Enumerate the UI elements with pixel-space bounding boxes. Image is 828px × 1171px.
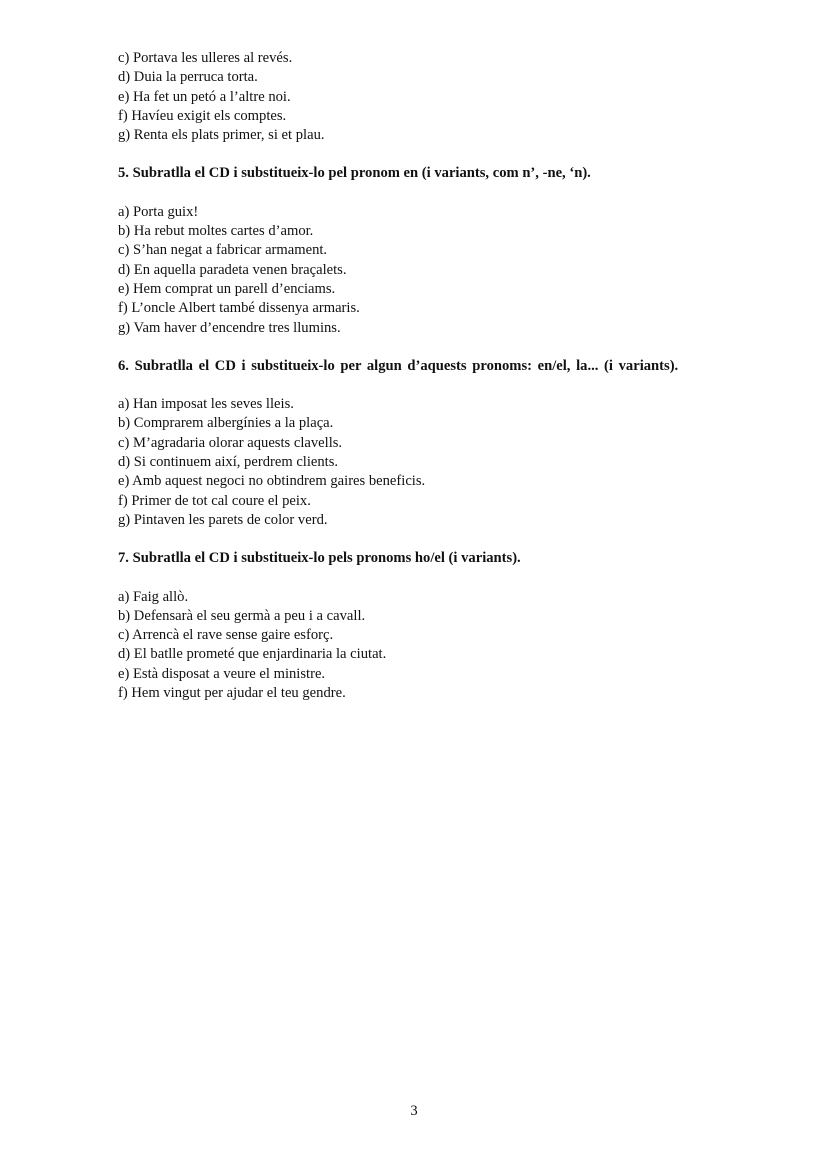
exercise6-section — [118, 357, 718, 530]
exercise5-section — [118, 164, 718, 337]
list-item: a) Faig allò. — [118, 588, 189, 605]
list-item: c) Arrencà el rave sense gaire esforç. — [118, 627, 334, 644]
exercise7-heading: 7. Subratlla el CD i substitueix-lo pels pronoms ho/el (i variants). — [118, 550, 521, 567]
list-item: g) Renta els plats primer, si et plau. — [118, 127, 325, 144]
list-item: d) El batlle prometé que enjardinaria la ciutat. — [118, 646, 387, 663]
list-item: b) Defensarà el seu germà a peu i a cavall. — [118, 607, 366, 624]
list-item: c) Portava les ulleres al revés. — [118, 50, 293, 66]
exercise6-heading: 6. Subratlla el CD i substitueix-lo per algun d’aquests pronoms: en/el, la... (i variants). — [118, 357, 679, 374]
list-item: c) M’agradaria olorar aquests clavells. — [118, 434, 343, 451]
list-item: e) Amb aquest negoci no obtindrem gaires beneficis. — [118, 473, 426, 490]
list-item: f) Hem vingut per ajudar el teu gendre. — [118, 685, 346, 702]
exercise7-section — [118, 549, 718, 703]
list-item: f) Primer de tot cal coure el peix. — [118, 492, 311, 509]
list-item: b) Comprarem albergínies a la plaça. — [118, 415, 334, 432]
list-item: c) S’han negat a fabricar armament. — [118, 242, 328, 259]
list-item: g) Pintaven les parets de color verd. — [118, 511, 328, 528]
list-item: e) Hem comprat un parell d’enciams. — [118, 280, 336, 297]
list-item: d) Duia la perruca torta. — [118, 69, 258, 86]
list-item: e) Ha fet un petó a l’altre noi. — [118, 88, 291, 105]
list-item: a) Porta guix! — [118, 203, 199, 220]
list-item: d) En aquella paradeta venen braçalets. — [118, 261, 347, 278]
page-number: 3 — [410, 1103, 418, 1119]
exercise5-heading: 5. Subratlla el CD i substitueix-lo pel pronom en (i variants, com n’, -ne, ‘n). — [118, 165, 591, 182]
list-item: e) Està disposat a veure el ministre. — [118, 665, 326, 682]
exercise4-continuation — [118, 49, 718, 145]
list-item: g) Vam haver d’encendre tres llumins. — [118, 319, 341, 336]
list-item: f) Havíeu exigit els comptes. — [118, 107, 287, 124]
page-content — [118, 49, 718, 703]
list-item: a) Han imposat les seves lleis. — [118, 396, 294, 413]
list-item: f) L’oncle Albert també dissenya armaris. — [118, 300, 360, 317]
list-item: b) Ha rebut moltes cartes d’amor. — [118, 223, 314, 240]
list-item: d) Si continuem així, perdrem clients. — [118, 454, 339, 471]
